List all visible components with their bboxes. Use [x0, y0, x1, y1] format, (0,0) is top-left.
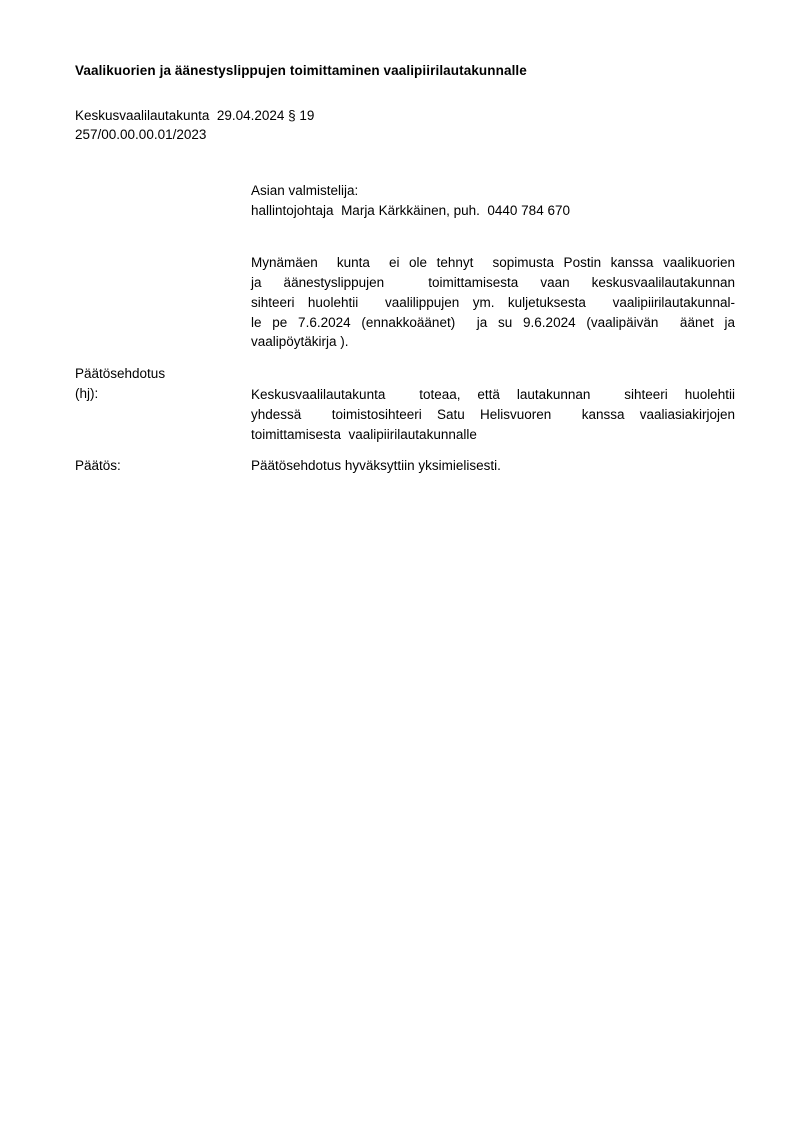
- proposal-label: [75, 364, 247, 404]
- decision-label: Päätös:: [75, 458, 121, 473]
- decision-text: Päätösehdotus hyväksyttiin yksimielisesti.: [251, 458, 501, 473]
- body-line: sihteeri huolehtii vaalilippujen ym. kuljetuksesta vaalipiirilautakunnal-: [251, 294, 735, 310]
- body-line: le pe 7.6.2024 (ennakkoäänet) ja su 9.6.2024 (vaalipäivän äänet ja: [251, 314, 735, 330]
- preparer-heading: Asian valmistelija:: [251, 183, 359, 198]
- proposal-line: toimittamisesta vaalipiirilautakunnalle: [251, 426, 477, 442]
- proposal-line: Keskusvaalilautakunta toteaa, että lautakunnan sihteeri huolehtii: [251, 387, 735, 402]
- proposal-text: [251, 385, 735, 445]
- body-line: Mynämäen kunta ei ole tehnyt sopimusta Postin kanssa vaalikuorien: [251, 255, 735, 270]
- preparer-person: hallintojohtaja Marja Kärkkäinen, puh. 0440 784 670: [251, 202, 570, 218]
- meta-record-number: 257/00.00.00.01/2023: [75, 127, 207, 143]
- proposal-label-line-1: Päätösehdotus: [75, 366, 166, 381]
- proposal-line: yhdessä toimistosihteeri Satu Helisvuoren kanssa vaaliasiakirjojen: [251, 406, 735, 422]
- body-line: vaalipöytäkirja ).: [251, 334, 349, 350]
- meta-organ-date: Keskusvaalilautakunta 29.04.2024 § 19: [75, 108, 315, 123]
- body-line: ja äänestyslippujen toimittamisesta vaan keskusvaalilautakunnan: [251, 274, 735, 290]
- page-title: Vaalikuorien ja äänestyslippujen toimittaminen vaalipiirilautakunnalle: [75, 63, 527, 78]
- document-meta: [75, 106, 475, 144]
- preparer-block: [251, 181, 735, 221]
- proposal-label-line-2: (hj):: [75, 385, 99, 401]
- body-block: [251, 253, 735, 352]
